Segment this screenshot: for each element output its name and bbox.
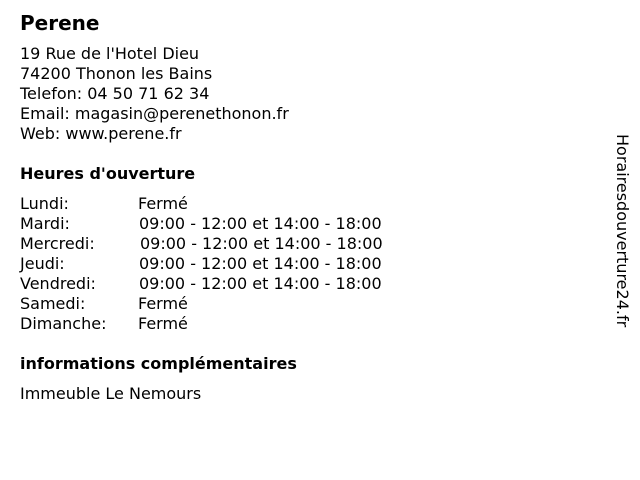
email-address: Email: magasin@perenethonon.fr — [20, 104, 289, 123]
hours-row-mardi — [20, 214, 440, 234]
phone-number: Telefon: 04 50 71 62 34 — [20, 84, 210, 103]
day-hours: 09:00 - 12:00 et 14:00 - 18:00 — [139, 254, 382, 273]
postal-city: 74200 Thonon les Bains — [20, 64, 213, 83]
additional-info-title: informations complémentaires — [20, 354, 297, 373]
address-block — [20, 44, 289, 144]
website: Web: www.perene.fr — [20, 124, 182, 143]
day-hours: 09:00 - 12:00 et 14:00 - 18:00 — [140, 234, 383, 253]
hours-row-dimanche — [20, 314, 440, 334]
hours-row-vendredi — [20, 274, 440, 294]
day-label: Samedi: — [20, 294, 86, 313]
day-label: Jeudi: — [20, 254, 65, 273]
hours-row-samedi — [20, 294, 440, 314]
hours-row-jeudi — [20, 254, 440, 274]
store-name: Perene — [20, 11, 100, 35]
additional-info-text: Immeuble Le Nemours — [20, 384, 202, 403]
day-label: Vendredi: — [20, 274, 96, 293]
day-hours: Fermé — [138, 314, 188, 333]
day-hours: 09:00 - 12:00 et 14:00 - 18:00 — [139, 274, 382, 293]
day-hours: Fermé — [138, 294, 188, 313]
day-hours: Fermé — [138, 194, 188, 213]
day-label: Mercredi: — [20, 234, 95, 253]
opening-hours-list — [20, 194, 440, 334]
day-label: Mardi: — [20, 214, 70, 233]
hours-row-mercredi — [20, 234, 440, 254]
street-address: 19 Rue de l'Hotel Dieu — [20, 44, 200, 63]
opening-hours-title: Heures d'ouverture — [20, 164, 196, 183]
day-label: Lundi: — [20, 194, 69, 213]
hours-row-lundi — [20, 194, 440, 214]
day-hours: 09:00 - 12:00 et 14:00 - 18:00 — [139, 214, 382, 233]
site-watermark: Horairesdouverture24.fr — [613, 134, 632, 328]
day-label: Dimanche: — [20, 314, 107, 333]
